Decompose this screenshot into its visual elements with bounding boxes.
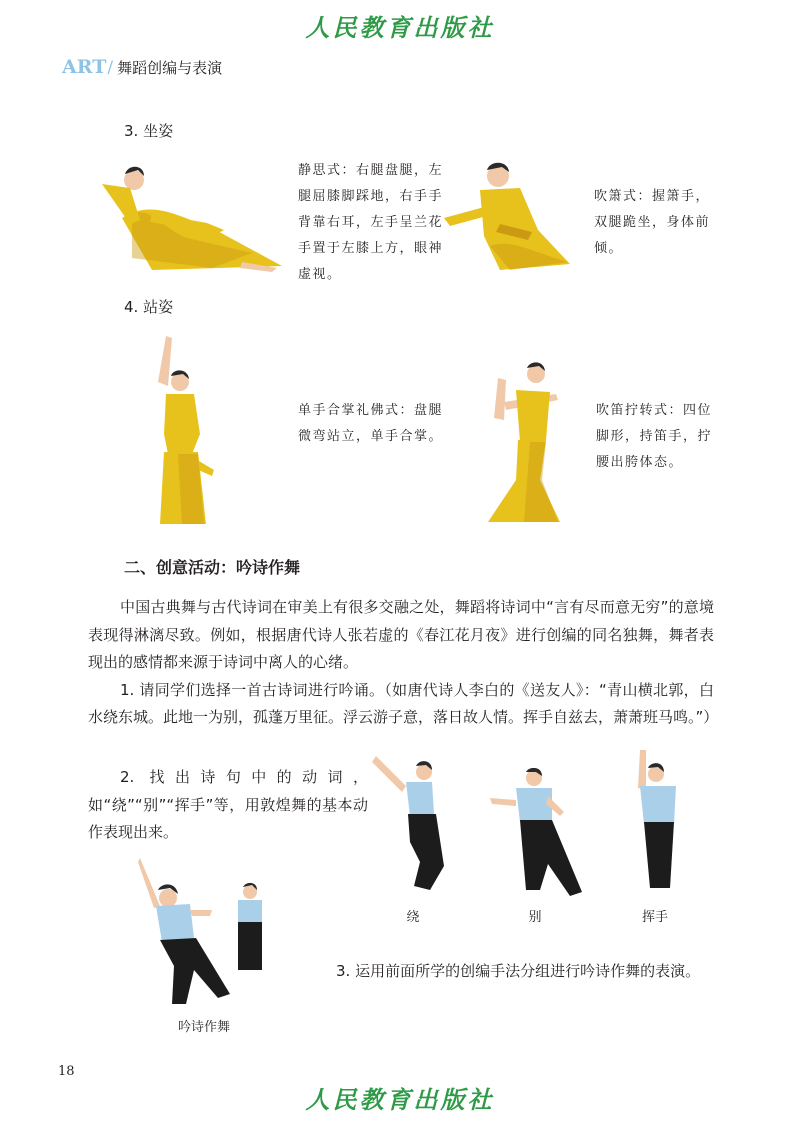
art-label: ART [62,56,107,78]
photo-chuidi-pose [484,360,564,526]
activity-intro-paragraph: 中国古典舞与古代诗词在审美上有很多交融之处，舞蹈将诗词中“言有尽而意无穷”的意境表现得淋漓尽致。例如，根据唐代诗人张若虚的《春江花月夜》进行创编的同名独舞，舞者表现出的感情都来源于诗词中离人的心绪。 [88,598,714,671]
activity-step-3: 3. 运用前面所学的创编手法分组进行吟诗作舞的表演。 [336,962,701,980]
label-group: 吟诗作舞 [177,1020,230,1035]
subheading-standing: 4. 站姿 [124,298,174,316]
photo-group-performance [138,854,270,1010]
photo-chuixiao-pose [440,158,585,276]
photo-verb-rao [370,752,450,898]
header-slash: / [107,58,114,78]
publisher-logo-top: 人民教育出版社 [305,13,495,42]
label-rao: 绕 [406,910,420,925]
activity-heading: 二、创意活动：吟诗作舞 [124,558,301,577]
photo-verb-bie [486,768,586,898]
activity-body [88,594,719,732]
subheading-sitting: 3. 坐姿 [124,122,174,140]
label-bie: 别 [528,910,542,925]
book-title: 舞蹈创编与表演 [117,59,223,77]
caption-chuidi: 吹笛拧转式：四位脚形，持笛手，拧腰出胯体态。 [596,403,713,470]
photo-jingsi-pose [92,158,292,276]
publisher-logo-bottom: 人民教育出版社 [305,1085,495,1114]
activity-step-2: 2. 找出诗句中的动词，如“绕”“别”“挥手”等，用敦煌舞的基本动作表现出来。 [88,768,368,841]
page-number: 18 [58,1064,75,1079]
photo-heizhang-pose [148,334,218,526]
photo-verb-huishou [628,748,688,894]
label-huishou: 挥手 [641,910,668,925]
caption-jingsi: 静思式：右腿盘腿，左腿屈膝脚踩地，右手手背靠右耳，左手呈兰花手置于左膝上方，眼神虚视。 [298,163,444,282]
activity-step-1: 1. 请同学们选择一首古诗词进行吟诵。（如唐代诗人李白的《送友人》：“青山横北郭，白水绕东城。此地一为别，孤蓬万里征。浮云游子意，落日故人情。挥手自兹去，萧萧班马鸣。”） [88,680,719,726]
activity-step-2-block [88,764,368,847]
caption-chuixiao: 吹箫式：握箫手，双腿跪坐，身体前倾。 [594,189,711,256]
caption-heizhang: 单手合掌礼佛式：盘腿微弯站立，单手合掌。 [298,403,444,444]
running-header [62,56,222,78]
